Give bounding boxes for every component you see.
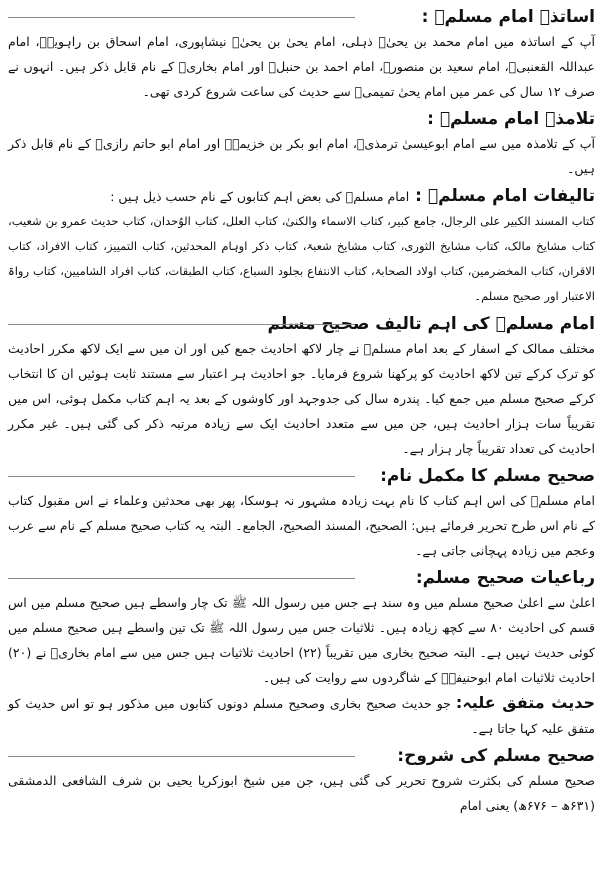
section-heading-teachers: اساتذۂ امام مسلمؒ : — [8, 5, 595, 29]
paragraph-works-list: کتاب المسند الکبیر علی الرجال، جامع کبیر، کتاب الاسماء والکنیٰ، کتاب العلل، کتاب الوُحدان، کتاب حدیث عمرو بن شعیب، کتاب مشایخ مالک، کتاب مشایخ الثوری، کتاب مشایخ شعبۃ، کتاب ذکر اوہام المحدثین، کتاب التمییز، کتاب الافراد، کتاب الاقران، کتاب المخضرمین، کتاب اولاد الصحابۃ، کتاب الانتفاع بجلود السباع، کتاب الطبقات، کتاب افراد الشامیین، کتاب رواۃ الاعتبار اور صحیح مسلم۔ — [8, 214, 595, 303]
inline-heading-muttafaq-alayh: حدیث متفق علیہ: — [455, 693, 595, 712]
inline-text-muttafaq-alayh: جو حدیث صحیح بخاری وصحیح مسلم دونوں کتابوں میں مذکور ہو تو اس حدیث کو متفق علیہ کہا جاتا ہے۔ — [8, 696, 595, 736]
section-heading-students: تلامذۂ امام مسلمؒ : — [427, 109, 595, 129]
paragraph-full-name: امام مسلمؒ کی اس اہم کتاب کا نام بہت زیادہ مشہور نہ ہوسکا، پھر بھی محدثین وعلماء نے اس مقبول کتاب کے نام اس طرح تحریر فرمائے ہیں: الصحیح، المسند الصحیح، الجامع۔ البتہ یہ کتاب صحیح مسلم کے نام سے عرب وعجم میں زیادہ پہچانی جاتی ہے۔ — [8, 493, 595, 558]
works-heading-title: تالیفات امام مسلمؒ : — [415, 186, 595, 206]
paragraph-muttafaq-alayh — [8, 690, 595, 741]
paragraph-commentaries: صحیح مسلم کی بکثرت شروح تحریر کی گئی ہیں، جن میں شیخ ابوزکریا یحیی بن شرف الشافعی الدمشقی (۶۳۱ھ – ۶۷۶ھ) یعنی امام — [8, 773, 595, 813]
paragraph-rubaiyat: اعلیٰ سے اعلیٰ صحیح مسلم میں وہ سند ہے جس میں رسول اللہ ﷺ تک چار واسطے ہیں صحیح مسلم میں اس قسم کی احادیث ۸۰ سے کچھ زیادہ ہیں۔ ثلاثیات جس میں رسول اللہ ﷺ تک تین واسطے ہیں صحیح مسلم میں کوئی حدیث نہیں ہے۔ البتہ صحیح بخاری میں تقریباً (۲۲) احادیث ثلاثیات ہیں جس میں سے امام بخاریؒ نے (۲۰) احادیث ثلاثیات امام ابوحنیفہؒ کے شاگردوں سے روایت کی ہیں۔ — [8, 595, 595, 685]
section-heading-sahih-muslim: امام مسلمؒ کی اہم تالیف صحیح مسلم — [8, 312, 595, 336]
paragraph-teachers: آپ کے اساتذہ میں امام محمد بن یحیٰؒ ذہلی، امام یحیٰ بن یحیٰؒ نیشاپوری، امام اسحاق بن راہویہؒ، امام عبداللہ القعنبیؒ، امام سعید بن منصورؒ، امام احمد بن حنبلؒ اور امام بخاریؒ کے نام قابل ذکر ہیں۔ انہوں نے صرف ۱۲ سال کی عمر میں امام یحیٰ تمیمیؒ سے حدیث کی ساعت شروع کردی تھی۔ — [8, 34, 595, 99]
section-heading-works — [8, 184, 595, 209]
works-heading-suffix: امام مسلمؒ کی بعض اہم کتابوں کے نام حسب ذیل ہیں : — [110, 189, 410, 204]
section-heading-rubaiyat: رباعیات صحیح مسلم: — [8, 566, 595, 590]
section-heading-full-name: صحیح مسلم کا مکمل نام: — [8, 464, 595, 488]
section-heading-commentaries: صحیح مسلم کی شروح: — [8, 744, 595, 768]
paragraph-students: آپ کے تلامذہ میں سے امام ابوعیسیٰ ترمذیؒ، امام ابو بکر بن خزیمہؒ اور امام ابو حاتم رازیؒ کے نام قابل ذکر ہیں۔ — [8, 136, 595, 176]
paragraph-sahih-muslim: مختلف ممالک کے اسفار کے بعد امام مسلمؒ نے چار لاکھ احادیث جمع کیں اور ان میں سے ایک لاکھ مکرر احادیث کو ترک کرکے تین لاکھ احادیث کو پرکھنا شروع فرمایا۔ جو احادیث ہر اعتبار سے مستند ثابت ہوئیں ان کا انتخاب کرکے صحیح مسلم میں جمع کیا۔ پندرہ سال کی جدوجہد اور کاوشوں کے بعد یہ اہم کتاب مکمل ہوئی، اس میں تقریباً سات ہزار احادیث ہیں، جن میں سے متعدد احادیث ایک سے زیادہ مرتبہ ذکر کی گئی ہیں۔ غیر مکرر احادیث کی تعداد تقریباً چار ہزار ہے۔ — [8, 341, 595, 456]
